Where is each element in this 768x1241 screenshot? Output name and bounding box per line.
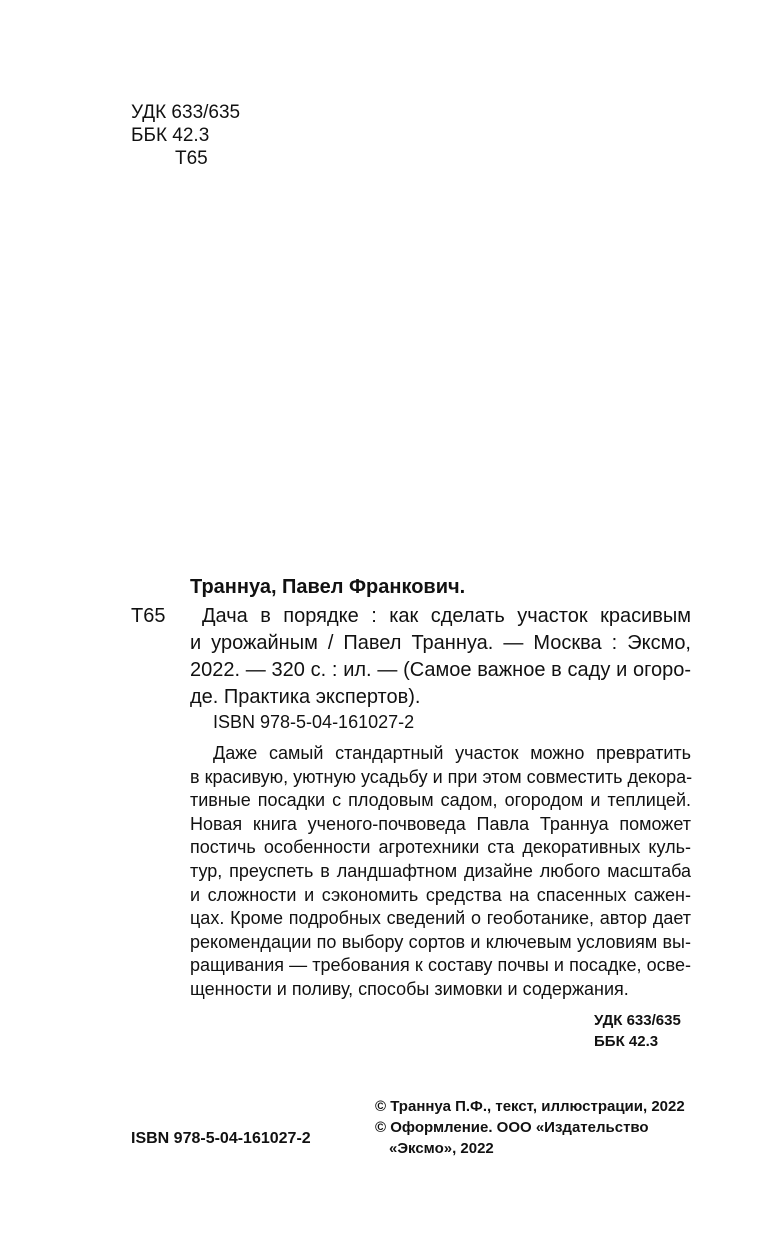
isbn-bottom: ISBN 978-5-04-161027-2 bbox=[131, 1130, 311, 1147]
description-line: де. Практика экспертов). bbox=[190, 686, 421, 708]
copyright-design-line: © Оформление. ООО «Издательство bbox=[375, 1119, 649, 1136]
description-line: Дача в порядке : как сделать участок красивым bbox=[202, 605, 691, 627]
bibliographic-description bbox=[190, 603, 691, 711]
copyright-text-line: © Траннуа П.Ф., текст, иллюстрации, 2022 bbox=[375, 1098, 685, 1115]
author-mark-top: Т65 bbox=[175, 148, 208, 169]
abstract-line: Новая книга ученого-почвоведа Павла Траннуа поможет bbox=[190, 813, 691, 834]
description-line: и урожайным / Павел Траннуа. — Москва : Эксмо, bbox=[190, 632, 691, 654]
annotation-abstract bbox=[190, 742, 691, 1002]
author-heading: Траннуа, Павел Франкович. bbox=[190, 576, 466, 598]
abstract-line: Даже самый стандартный участок можно превратить bbox=[213, 743, 691, 763]
abstract-line: и сложности и сэкономить средства на спасенных сажен- bbox=[190, 884, 691, 905]
copyright-publisher-line: «Эксмо», 2022 bbox=[389, 1140, 494, 1157]
author-mark: Т65 bbox=[131, 605, 166, 627]
abstract-line: постичь особенности агротехники ста декоративных куль- bbox=[190, 837, 691, 858]
isbn-entry: ISBN 978-5-04-161027-2 bbox=[213, 712, 415, 732]
abstract-line: тивные посадки с плодовым садом, огородом и теплицей. bbox=[190, 790, 691, 811]
description-line: 2022. — 320 с. : ил. — (Самое важное в саду и огоро- bbox=[190, 659, 691, 681]
udk-code-top: УДК 633/635 bbox=[131, 102, 241, 123]
abstract-line: тур, преуспеть в ландшафтном дизайне любого масштаба bbox=[190, 860, 691, 881]
abstract-line: цах. Кроме подробных сведений о геоботанике, автор дает bbox=[190, 908, 691, 929]
udk-code-bottom: УДК 633/635 bbox=[594, 1012, 681, 1029]
bbk-code-top: ББК 42.3 bbox=[131, 125, 210, 146]
abstract-line: ращивания — требования к составу почвы и посадке, осве- bbox=[190, 955, 691, 976]
bbk-code-bottom: ББК 42.3 bbox=[594, 1033, 659, 1050]
abstract-line: в красивую, уютную усадьбу и при этом совместить декора- bbox=[190, 766, 693, 787]
abstract-line: щенности и поливу, способы зимовки и содержания. bbox=[190, 978, 629, 999]
abstract-line: рекомендации по выбору сортов и ключевым условиям вы- bbox=[190, 931, 691, 952]
